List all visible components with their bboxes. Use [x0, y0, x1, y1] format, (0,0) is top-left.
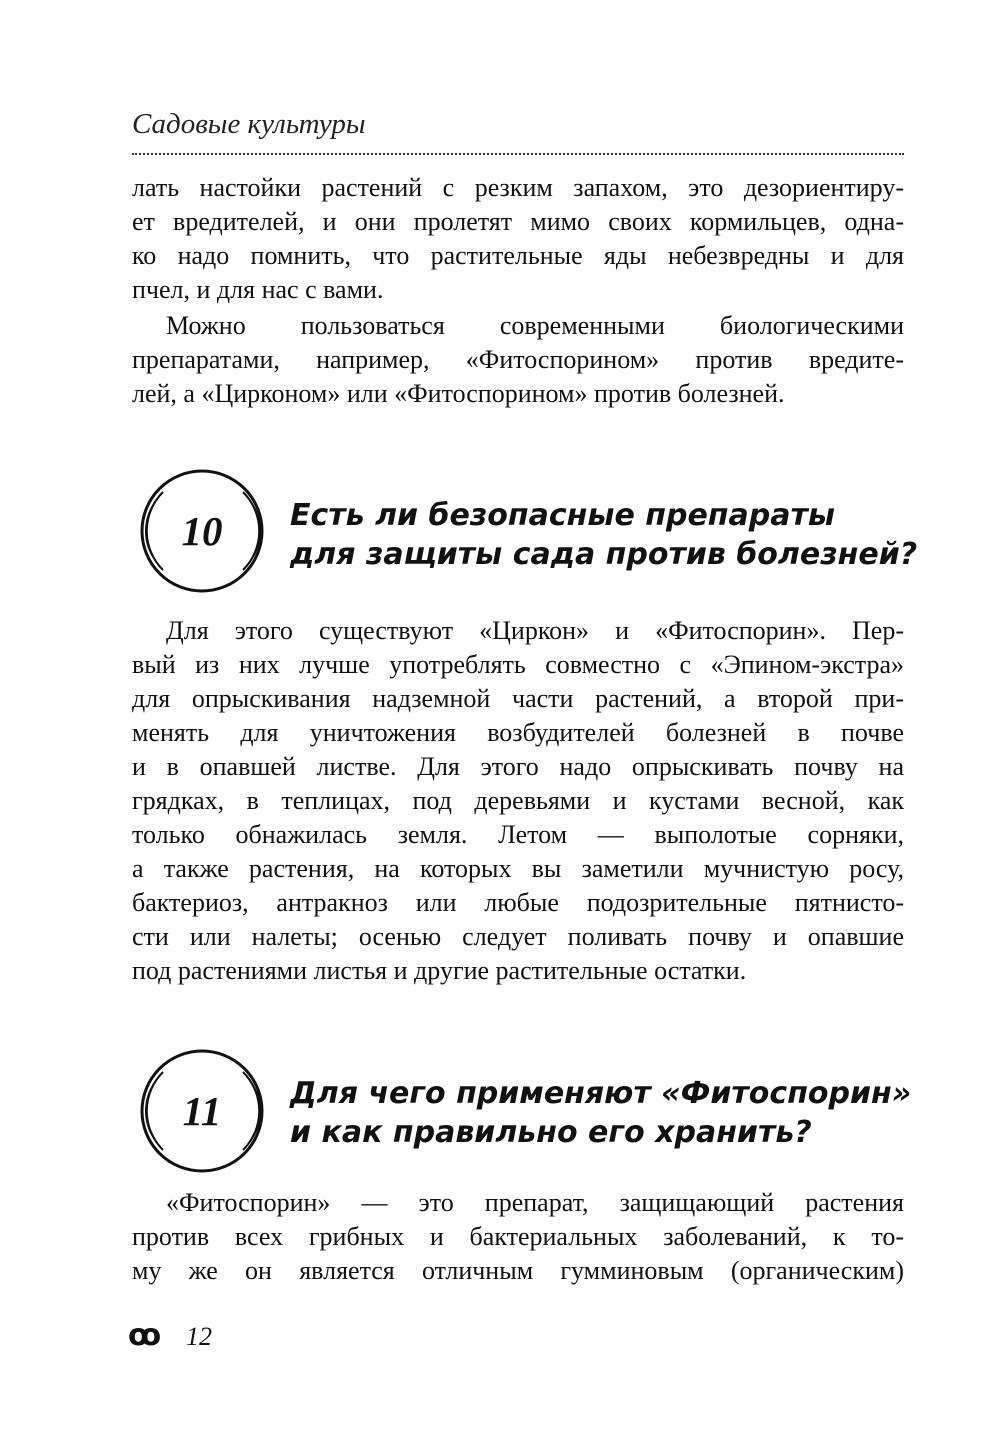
- text-line: лать настойки растений с резким запахом, это дезориентиру-: [132, 173, 904, 202]
- text-line: под растениями листья и другие растительные остатки.: [132, 956, 747, 985]
- text-line: бактериоз, антракноз или любые подозрительные пятнисто-: [132, 888, 904, 917]
- text-line: ко надо помнить, что растительные яды небезвредны и для: [132, 241, 904, 270]
- text-line: Можно пользоваться современными биологическими: [166, 311, 904, 340]
- question-10-badge: [133, 462, 271, 600]
- text-line: пчел, и для нас с вами.: [132, 275, 384, 304]
- running-head: Садовые культуры: [132, 108, 366, 140]
- question-10-answer: [132, 614, 904, 988]
- text-line: «Фитоспорин» — это препарат, защищающий растения: [166, 1188, 904, 1217]
- title-line: для защиты сада против болезней?: [290, 537, 918, 572]
- text-line: вый из них лучше употреблять совместно с «Эпином-экстра»: [132, 650, 904, 679]
- text-line: для опрыскивания надземной части растений, а второй при-: [132, 684, 904, 713]
- text-line: сти или налеты; осенью следует поливать почву и опавшие: [132, 922, 904, 951]
- text-line: а также растения, на которых вы заметили мучнистую росу,: [132, 854, 904, 883]
- question-11-title: [290, 1074, 912, 1152]
- title-line: и как правильно его хранить?: [290, 1115, 812, 1150]
- page-number: 12: [186, 1322, 212, 1351]
- text-line: только обнажилась земля. Летом — выполотые сорняки,: [132, 820, 904, 849]
- text-line: препаратами, например, «Фитоспорином» против вредите-: [132, 345, 904, 374]
- header-dotted-rule: [132, 153, 904, 155]
- text-line: лей, а «Цирконом» или «Фитоспорином» против болезней.: [132, 379, 785, 408]
- text-line: ет вредителей, и они пролетят мимо своих кормильцев, одна-: [132, 207, 904, 236]
- text-line: и в опавшей листве. Для этого надо опрыскивать почву на: [132, 752, 904, 781]
- title-line: Есть ли безопасные препараты: [290, 498, 836, 533]
- question-11-badge: [133, 1042, 271, 1180]
- question-10-title: [290, 496, 918, 574]
- question-11-answer: [132, 1186, 904, 1288]
- text-line: менять для уничтожения возбудителей болезней в почве: [132, 718, 904, 747]
- intro-paragraph-1: [132, 171, 904, 307]
- intro-paragraph-2: [132, 309, 904, 411]
- question-number: 10: [181, 508, 223, 554]
- text-line: против всех грибных и бактериальных заболеваний, к то-: [132, 1222, 904, 1251]
- text-line: Для этого существуют «Циркон» и «Фитоспорин». Пер-: [166, 616, 904, 645]
- title-line: Для чего применяют «Фитоспорин»: [290, 1076, 912, 1111]
- question-number: 11: [182, 1088, 222, 1134]
- text-line: грядках, в теплицах, под деревьями и кустами весной, как: [132, 786, 904, 815]
- footer-ornament-icon: ꝏ: [128, 1318, 162, 1353]
- text-line: му же он является отличным гумминовым (органическим): [132, 1256, 904, 1285]
